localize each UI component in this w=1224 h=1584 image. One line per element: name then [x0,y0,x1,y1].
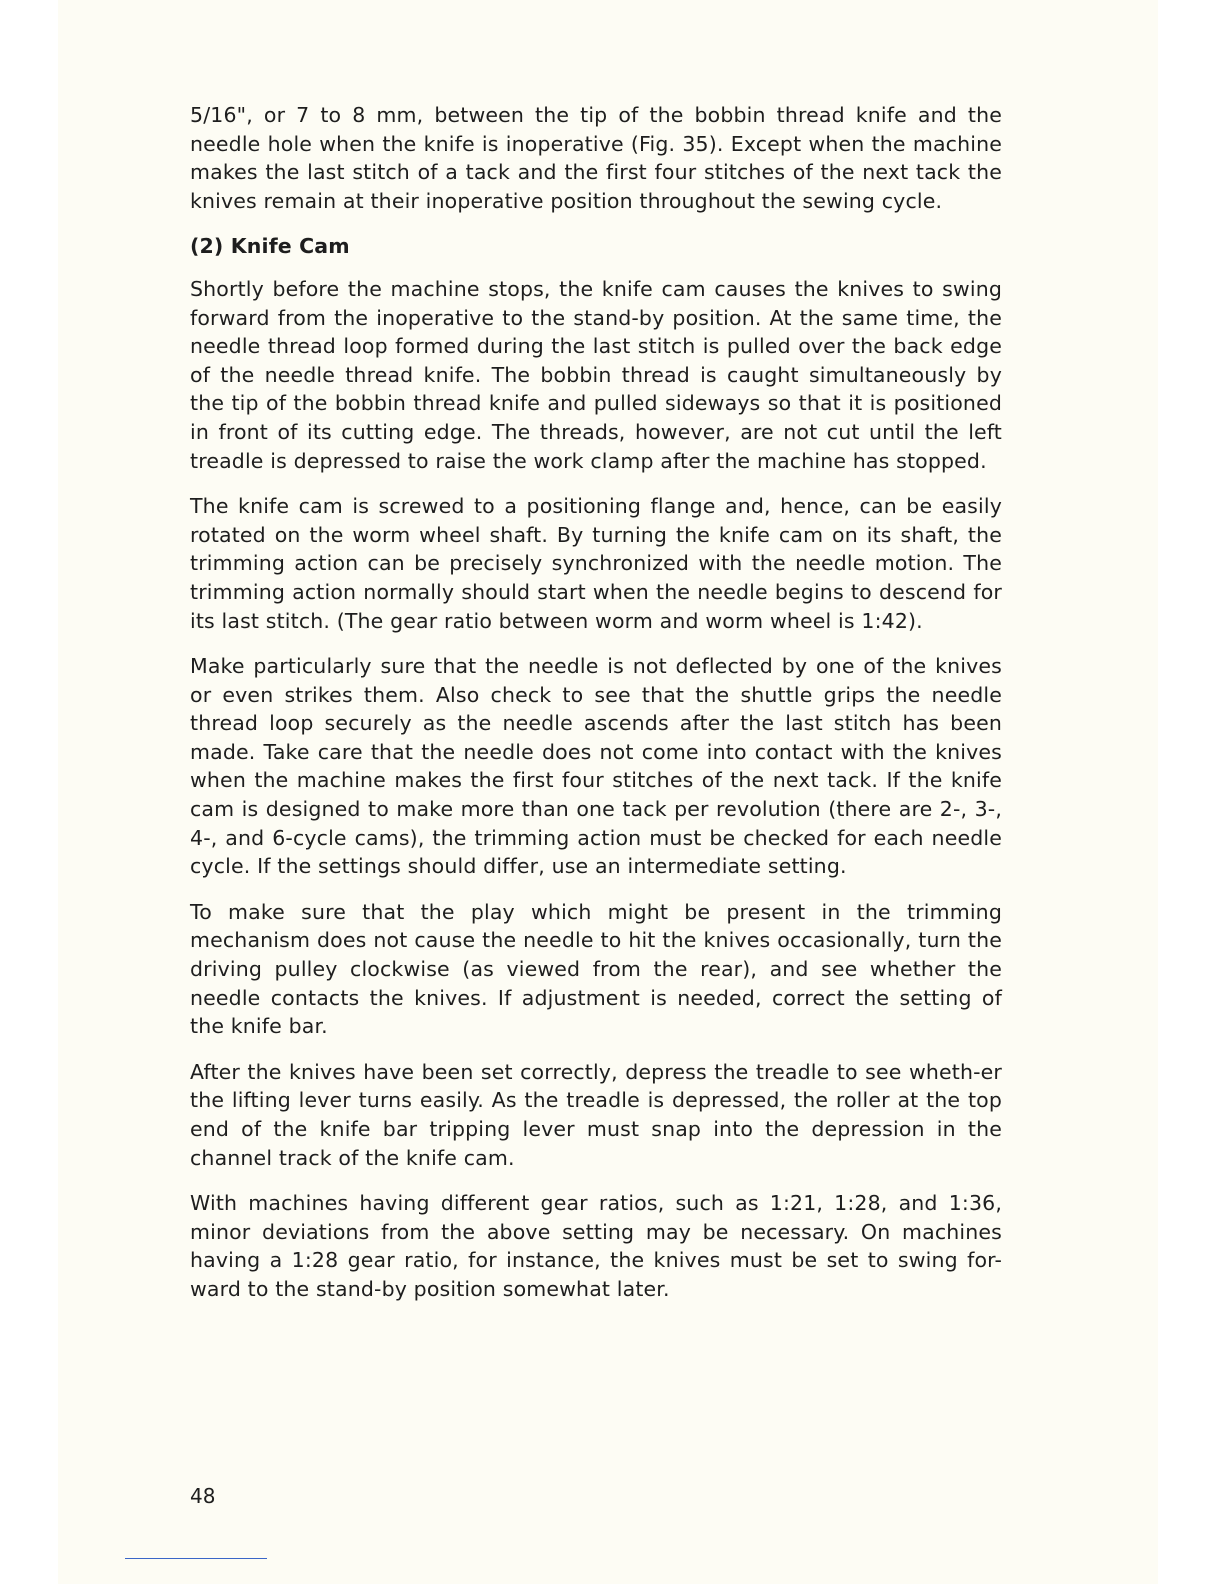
section-heading: (2) Knife Cam [190,234,350,259]
paragraph-positioning-flange: The knife cam is screwed to a positioning flange and, hence, can be easily rotated on the worm wheel shaft. By turning the knife cam on its shaft, the trimming action can be precisely synchronized with the needle motion. The trimming action normally should start when the needle begins to descend for its last stitch. (The gear ratio between worm and worm wheel is 1:42). [190,494,1002,633]
scan-edge-line [125,1558,267,1559]
paragraph-gear-ratios: With machines having different gear ratios, such as 1:21, 1:28, and 1:36, minor deviations from the above setting may be necessary. On machines having a 1:28 gear ratio, for instance, the knives must be set to swing for-ward to the stand-by position somewhat later. [190,1191,1002,1301]
page-number: 48 [190,1484,216,1508]
intro-paragraph: 5/16", or 7 to 8 mm, between the tip of the bobbin thread knife and the needle hole when the knife is inoperative (Fig. 35). Except when the machine makes the last stitch of a tack and the first four stitches of the next tack the knives remain at their inoperative position throughout the sewing cycle. [190,103,1002,213]
paragraph-play-check: To make sure that the play which might be present in the trimming mechanism does not cause the needle to hit the knives occasionally, turn the driving pulley clockwise (as viewed from the rear), and see whether the needle contacts the knives. If adjustment is needed, correct the setting of the knife bar. [190,899,1002,1039]
paragraph-knife-cam-action: Shortly before the machine stops, the knife cam causes the knives to swing forward from the inoperative to the stand-by position. At the same time, the needle thread loop formed during the last stitch is pulled over the back edge of the needle thread knife. The bobbin thread is caught simultaneously by the tip of the bobbin thread knife and pulled sideways so that it is positioned in front of its cutting edge. The threads, however, are not cut until the left treadle is depressed to raise the work clamp after the machine has stopped. [190,276,1002,473]
paragraph-needle-check: Make particularly sure that the needle is not deflected by one of the knives or even strikes them. Also check to see that the shuttle grips the needle thread loop securely as the needle ascends after the last stitch has been made. Take care that the needle does not come into contact with the knives when the machine makes the first four stitches of the next tack. If the knife cam is designed to make more than one tack per revolution (there are 2-, 3-, 4-, and 6-cycle cams), the trimming action must be checked for each needle cycle. If the settings should differ, use an intermediate setting. [190,654,1002,879]
paragraph-treadle-check: After the knives have been set correctly, depress the treadle to see wheth-er the lifting lever turns easily. As the treadle is depressed, the roller at the top end of the knife bar tripping lever must snap into the depression in the channel track of the knife cam. [190,1059,1002,1170]
page-body [190,101,1002,1321]
